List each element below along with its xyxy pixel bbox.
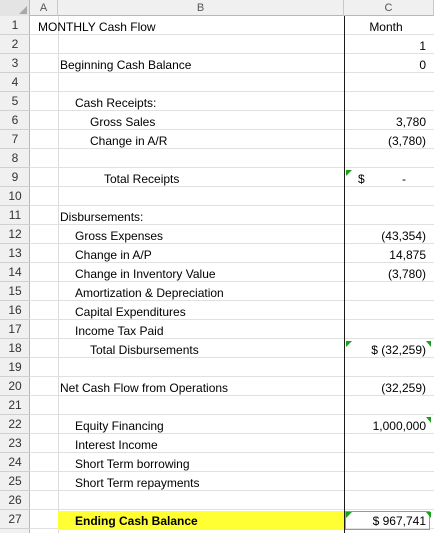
row-header-7[interactable]: 7 <box>0 130 30 149</box>
cell-c14[interactable]: (3,780) <box>387 267 426 281</box>
cell-indicator-icon <box>426 417 431 423</box>
cell-c9[interactable]: - <box>402 172 406 186</box>
gridline <box>30 376 434 377</box>
row-header-13[interactable]: 13 <box>0 244 30 263</box>
cell-indicator-icon <box>346 512 352 518</box>
cell-c22[interactable]: 1,000,000 <box>372 419 426 433</box>
cell-b25[interactable]: Short Term repayments <box>75 476 200 490</box>
row-header-8[interactable]: 8 <box>0 149 30 168</box>
column-separator <box>344 16 345 533</box>
row-header-3[interactable]: 3 <box>0 54 30 73</box>
cell-c27[interactable]: $ 967,741 <box>372 514 426 528</box>
gridline <box>30 167 434 168</box>
row-header-16[interactable]: 16 <box>0 301 30 320</box>
cell-c18[interactable]: $ (32,259) <box>371 343 426 357</box>
row-header-27[interactable]: 27 <box>0 510 30 529</box>
cell-b20[interactable]: Net Cash Flow from Operations <box>60 381 229 395</box>
cell-c6[interactable]: 3,780 <box>395 115 426 129</box>
cell-b1-title[interactable]: MONTHLY Cash Flow <box>38 20 156 34</box>
gridline <box>30 509 434 510</box>
cell-c9-currency[interactable]: $ <box>358 172 365 186</box>
gridline <box>30 91 434 92</box>
cell-indicator-icon <box>346 341 352 347</box>
row-header-1[interactable]: 1 <box>0 16 30 35</box>
row-header-2[interactable]: 2 <box>0 35 30 54</box>
cell-c1[interactable]: Month <box>369 20 403 34</box>
cell-b27[interactable]: Ending Cash Balance <box>75 514 198 528</box>
cell-b23[interactable]: Interest Income <box>75 438 158 452</box>
cell-b5[interactable]: Cash Receipts: <box>75 96 157 110</box>
cell-b16[interactable]: Capital Expenditures <box>75 305 186 319</box>
row-header-4[interactable]: 4 <box>0 73 30 92</box>
cell-b24[interactable]: Short Term borrowing <box>75 457 190 471</box>
row-header-25[interactable]: 25 <box>0 472 30 491</box>
column-header-c[interactable]: C <box>344 0 434 16</box>
row-header-21[interactable]: 21 <box>0 396 30 415</box>
gridline <box>30 205 434 206</box>
cell-b17[interactable]: Income Tax Paid <box>75 324 164 338</box>
column-header-a[interactable]: A <box>30 0 58 16</box>
row-header-23[interactable]: 23 <box>0 434 30 453</box>
row-header-22[interactable]: 22 <box>0 415 30 434</box>
row-header-19[interactable]: 19 <box>0 358 30 377</box>
select-all-icon <box>19 6 27 14</box>
cell-c12[interactable]: (43,354) <box>381 229 426 243</box>
column-header-b[interactable]: B <box>58 0 344 16</box>
row-header-5[interactable]: 5 <box>0 92 30 111</box>
cell-b15[interactable]: Amortization & Depreciation <box>75 286 224 300</box>
cell-b13[interactable]: Change in A/P <box>75 248 152 262</box>
row-header-24[interactable]: 24 <box>0 453 30 472</box>
gridline <box>30 414 434 415</box>
cell-c2[interactable]: 1 <box>419 39 426 53</box>
cell-c7[interactable]: (3,780) <box>387 134 426 148</box>
cell-b22[interactable]: Equity Financing <box>75 419 164 433</box>
select-all-corner[interactable] <box>0 0 30 16</box>
cell-b9[interactable]: Total Receipts <box>104 172 180 186</box>
gridline <box>58 16 59 533</box>
row-header-17[interactable]: 17 <box>0 320 30 339</box>
row-header-11[interactable]: 11 <box>0 206 30 225</box>
cell-b12[interactable]: Gross Expenses <box>75 229 164 243</box>
row-header-10[interactable]: 10 <box>0 187 30 206</box>
row-header-12[interactable]: 12 <box>0 225 30 244</box>
cell-c3[interactable]: 0 <box>419 58 426 72</box>
cell-indicator-icon <box>426 341 431 347</box>
cell-c13[interactable]: 14,875 <box>389 248 426 262</box>
row-header-18[interactable]: 18 <box>0 339 30 358</box>
row-header-15[interactable]: 15 <box>0 282 30 301</box>
row-header-20[interactable]: 20 <box>0 377 30 396</box>
cell-indicator-icon <box>426 512 431 518</box>
cell-b11[interactable]: Disbursements: <box>60 210 144 224</box>
cell-b18[interactable]: Total Disbursements <box>90 343 199 357</box>
row-header-26[interactable]: 26 <box>0 491 30 510</box>
cell-b7[interactable]: Change in A/R <box>90 134 168 148</box>
cell-indicator-icon <box>346 170 352 176</box>
cell-b14[interactable]: Change in Inventory Value <box>75 267 216 281</box>
row-header-6[interactable]: 6 <box>0 111 30 130</box>
cell-b6[interactable]: Gross Sales <box>90 115 156 129</box>
row-header-14[interactable]: 14 <box>0 263 30 282</box>
cell-b3[interactable]: Beginning Cash Balance <box>60 58 192 72</box>
row-header-9[interactable]: 9 <box>0 168 30 187</box>
cell-c20[interactable]: (32,259) <box>381 381 426 395</box>
